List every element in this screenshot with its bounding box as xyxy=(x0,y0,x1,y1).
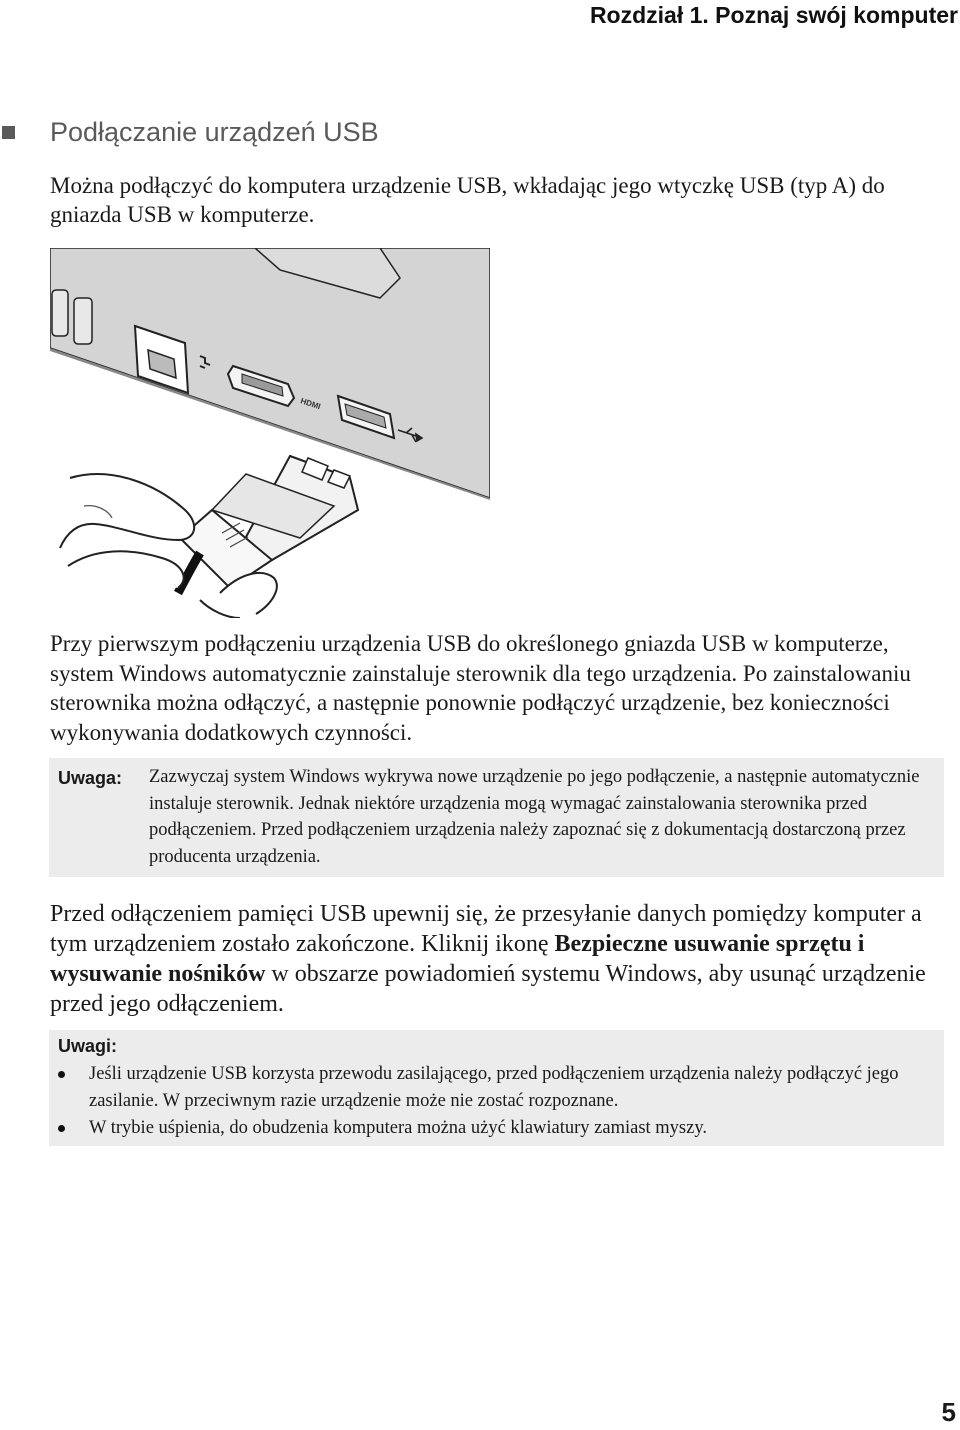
notes-box xyxy=(49,1030,944,1146)
page-number: 5 xyxy=(941,1397,956,1427)
list-item xyxy=(49,1115,934,1142)
intro-paragraph: Można podłączyć do komputera urządzenie USB, wkładając jego wtyczkę USB (typ A) do gniazda USB w komputerze. xyxy=(50,173,885,227)
bullet-icon xyxy=(58,1125,65,1132)
list-item-text: W trybie uśpienia, do obudzenia komputera można użyć klawiatury zamiast myszy. xyxy=(89,1118,708,1138)
bullet-icon xyxy=(58,1071,65,1078)
removal-text-before: Przed odłączeniem pamięci USB upewnij się, że przesyłanie danych pomiędzy komputer a tym urządzeniem zostało zakończone. Kliknij ikonę xyxy=(50,901,922,957)
square-bullet-icon xyxy=(2,126,15,139)
note-box xyxy=(49,758,944,877)
usb-plug-illustration xyxy=(50,248,490,618)
removal-paragraph xyxy=(50,899,955,1019)
notes-label: Uwagi: xyxy=(58,1036,118,1056)
hdmi-label: HDMI xyxy=(299,396,322,412)
note-label: Uwaga: xyxy=(58,768,123,788)
driver-paragraph: Przy pierwszym podłączeniu urządzenia USB do określonego gniazda USB w komputerze, system Windows automatycznie zainstaluje sterownik dla tego urządzenia. Po zainstalowaniu sterownika można odłączyć, a następnie ponownie podłączyć urządzenie, bez konieczności wykonywania dodatkowych czynności. xyxy=(50,631,911,745)
chapter-header: Rozdział 1. Poznaj swój komputer xyxy=(589,2,958,28)
safely-remove-hardware-label: Bezpieczne usuwanie sprzętu i wysuwanie nośników xyxy=(50,931,865,987)
list-item-text: Jeśli urządzenie USB korzysta przewodu zasilającego, przed podłączeniem urządzenia należy podłączyć jego zasilanie. W przeciwnym razie urządzenie może nie zostać rozpoznane. xyxy=(89,1064,899,1111)
list-item xyxy=(49,1061,934,1115)
section-title: Podłączanie urządzeń USB xyxy=(50,117,379,147)
notes-list xyxy=(49,1061,934,1142)
note-text: Zazwyczaj system Windows wykrywa nowe urządzenie po jego podłączenie, a następnie automatycznie instaluje sterownik. Jednak niektóre urządzenia mogą wymagać zainstalowania sterownika przed podłączeniem. Przed podłączeniem urządzenia należy zapoznać się z dokumentacją dostarczoną przez producenta urządzenia. xyxy=(149,767,920,867)
removal-text-after: w obszarze powiadomień systemu Windows, aby usunąć urządzenie przed jego odłączeniem. xyxy=(50,961,926,1017)
